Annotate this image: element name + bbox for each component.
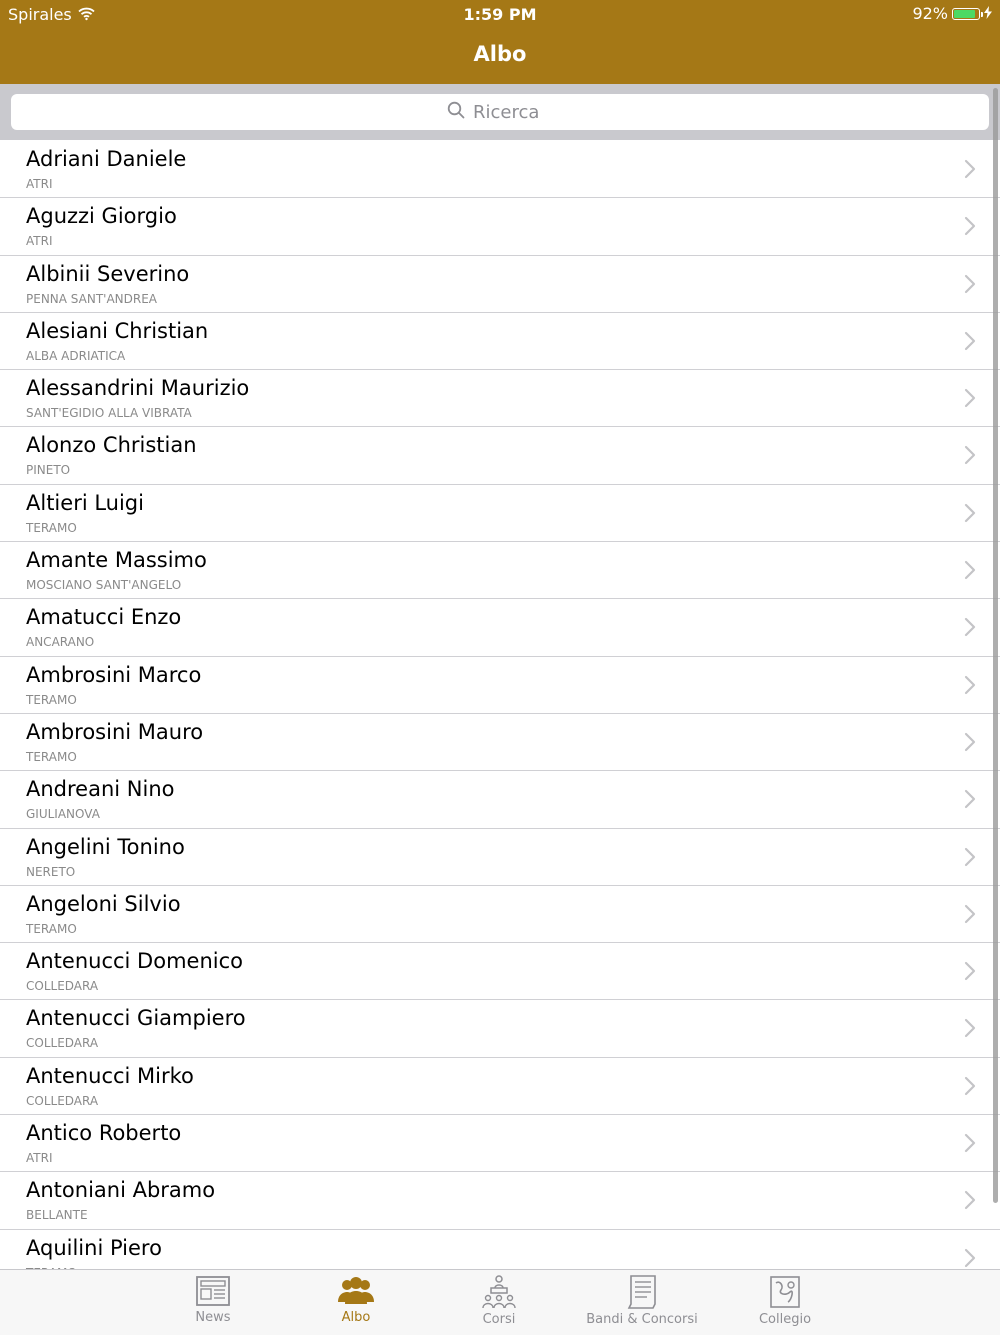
member-city: ALBA ADRIATICA	[26, 348, 126, 363]
member-name: Ambrosini Mauro	[26, 719, 204, 744]
member-city: BELLANTE	[26, 1208, 88, 1223]
chevron-right-icon	[964, 675, 976, 695]
member-city: ATRI	[26, 1151, 53, 1166]
page-title: Albo	[473, 42, 527, 66]
member-name: Adriani Daniele	[26, 147, 187, 171]
list-item[interactable]	[0, 141, 1000, 198]
chevron-right-icon	[964, 1133, 976, 1153]
list-item[interactable]	[0, 485, 1000, 542]
navigation-bar	[0, 0, 1000, 84]
newspaper-icon	[153, 1274, 273, 1308]
chevron-right-icon	[964, 274, 976, 294]
search-field[interactable]	[11, 94, 989, 130]
member-city: COLLEDARA	[26, 1093, 99, 1108]
member-name: Antenucci Domenico	[26, 949, 243, 974]
classroom-icon	[439, 1274, 559, 1310]
member-city: GIULIANOVA	[26, 807, 100, 822]
member-name: Antenucci Giampiero	[26, 1006, 246, 1031]
member-city: ATRI	[26, 234, 53, 249]
chevron-right-icon	[964, 1076, 976, 1096]
tab-label: News	[195, 1310, 231, 1325]
chevron-right-icon	[964, 789, 976, 809]
chevron-right-icon	[964, 331, 976, 351]
member-name: Antico Roberto	[26, 1121, 182, 1146]
list-item[interactable]	[0, 943, 1000, 1000]
member-city: PINETO	[26, 463, 71, 478]
chevron-right-icon	[964, 961, 976, 981]
list-item[interactable]	[0, 542, 1000, 599]
members-list[interactable]	[0, 141, 1000, 1269]
search-bar	[0, 84, 1000, 140]
chevron-right-icon	[964, 388, 976, 408]
chevron-right-icon	[964, 560, 976, 580]
status-bar	[0, 0, 1000, 28]
member-city: ATRI	[26, 177, 53, 191]
member-name: Aquilini Piero	[26, 1235, 162, 1260]
member-name: Albinii Severino	[26, 261, 190, 286]
member-name: Angelini Tonino	[26, 834, 185, 859]
map-icon	[725, 1274, 845, 1310]
member-name: Amante Massimo	[26, 548, 207, 573]
member-name: Ambrosini Marco	[26, 662, 202, 687]
member-city: COLLEDARA	[26, 979, 99, 994]
member-name: Amatucci Enzo	[26, 605, 182, 630]
member-name: Antenucci Mirko	[26, 1063, 194, 1088]
member-name: Alonzo Christian	[26, 433, 197, 458]
list-item[interactable]	[0, 427, 1000, 484]
status-time: 1:59 PM	[463, 5, 537, 24]
member-city: PENNA SANT'ANDREA	[26, 291, 158, 306]
tab-albo[interactable]	[296, 1274, 416, 1332]
chevron-right-icon	[964, 1018, 976, 1038]
battery-percent: 92%	[912, 4, 948, 23]
chevron-right-icon	[964, 617, 976, 637]
chevron-right-icon	[964, 847, 976, 867]
tab-collegio[interactable]	[725, 1274, 845, 1332]
member-name: Aguzzi Giorgio	[26, 204, 177, 229]
member-city: SANT'EGIDIO ALLA VIBRATA	[26, 406, 192, 421]
member-city: NERETO	[26, 864, 76, 879]
chevron-right-icon	[964, 445, 976, 465]
member-name: Alessandrini Maurizio	[26, 376, 250, 401]
member-name: Altieri Luigi	[26, 490, 144, 515]
tab-news[interactable]	[153, 1274, 273, 1332]
tab-corsi[interactable]	[439, 1274, 559, 1332]
tab-label: Collegio	[758, 1312, 812, 1327]
member-city: ANCARANO	[26, 635, 95, 650]
search-input[interactable]	[473, 102, 553, 123]
people-group-icon	[296, 1274, 416, 1308]
member-city: TERAMO	[26, 520, 77, 535]
member-city: COLLEDARA	[26, 1036, 99, 1051]
member-city: TERAMO	[26, 692, 77, 707]
chevron-right-icon	[964, 1190, 976, 1210]
list-item[interactable]	[0, 1058, 1000, 1115]
member-city: MOSCIANO SANT'ANGELO	[26, 578, 182, 593]
search-icon	[447, 101, 465, 124]
member-city: TERAMO	[26, 921, 77, 936]
chevron-right-icon	[964, 732, 976, 752]
wifi-icon	[78, 5, 95, 24]
tab-label: Albo	[341, 1310, 371, 1325]
member-city: TERAMO	[26, 749, 77, 764]
tab-label: Bandi & Concorsi	[586, 1312, 698, 1327]
list-item[interactable]	[0, 313, 1000, 370]
list-item[interactable]	[0, 599, 1000, 656]
tab-label: Corsi	[482, 1312, 516, 1327]
list-item[interactable]	[0, 1115, 1000, 1172]
chevron-right-icon	[964, 904, 976, 924]
tab-bar	[0, 1269, 1000, 1335]
member-name: Angeloni Silvio	[26, 891, 181, 916]
document-icon	[582, 1274, 702, 1310]
list-item[interactable]	[0, 1172, 1000, 1229]
battery-indicator	[912, 4, 992, 23]
member-name: Antoniani Abramo	[26, 1178, 216, 1203]
battery-icon	[952, 8, 980, 20]
chevron-right-icon	[964, 1248, 976, 1268]
list-item[interactable]	[0, 714, 1000, 771]
list-item[interactable]	[0, 886, 1000, 943]
list-item[interactable]	[0, 1000, 1000, 1057]
chevron-right-icon	[964, 503, 976, 523]
list-item[interactable]	[0, 657, 1000, 714]
list-item[interactable]	[0, 771, 1000, 828]
chevron-right-icon	[964, 159, 976, 179]
list-item[interactable]	[0, 198, 1000, 255]
list-item[interactable]	[0, 256, 1000, 313]
list-item[interactable]	[0, 829, 1000, 886]
tab-bandi-concorsi[interactable]	[582, 1274, 702, 1332]
scrollbar[interactable]	[993, 88, 998, 1203]
carrier-label: Spirales	[8, 5, 72, 24]
member-name: Andreani Nino	[26, 777, 175, 802]
chevron-right-icon	[964, 216, 976, 236]
member-name: Alesiani Christian	[26, 318, 209, 343]
bolt-icon	[984, 4, 992, 23]
list-item[interactable]	[0, 370, 1000, 427]
battery-level-fill	[954, 10, 975, 18]
carrier	[8, 5, 95, 24]
